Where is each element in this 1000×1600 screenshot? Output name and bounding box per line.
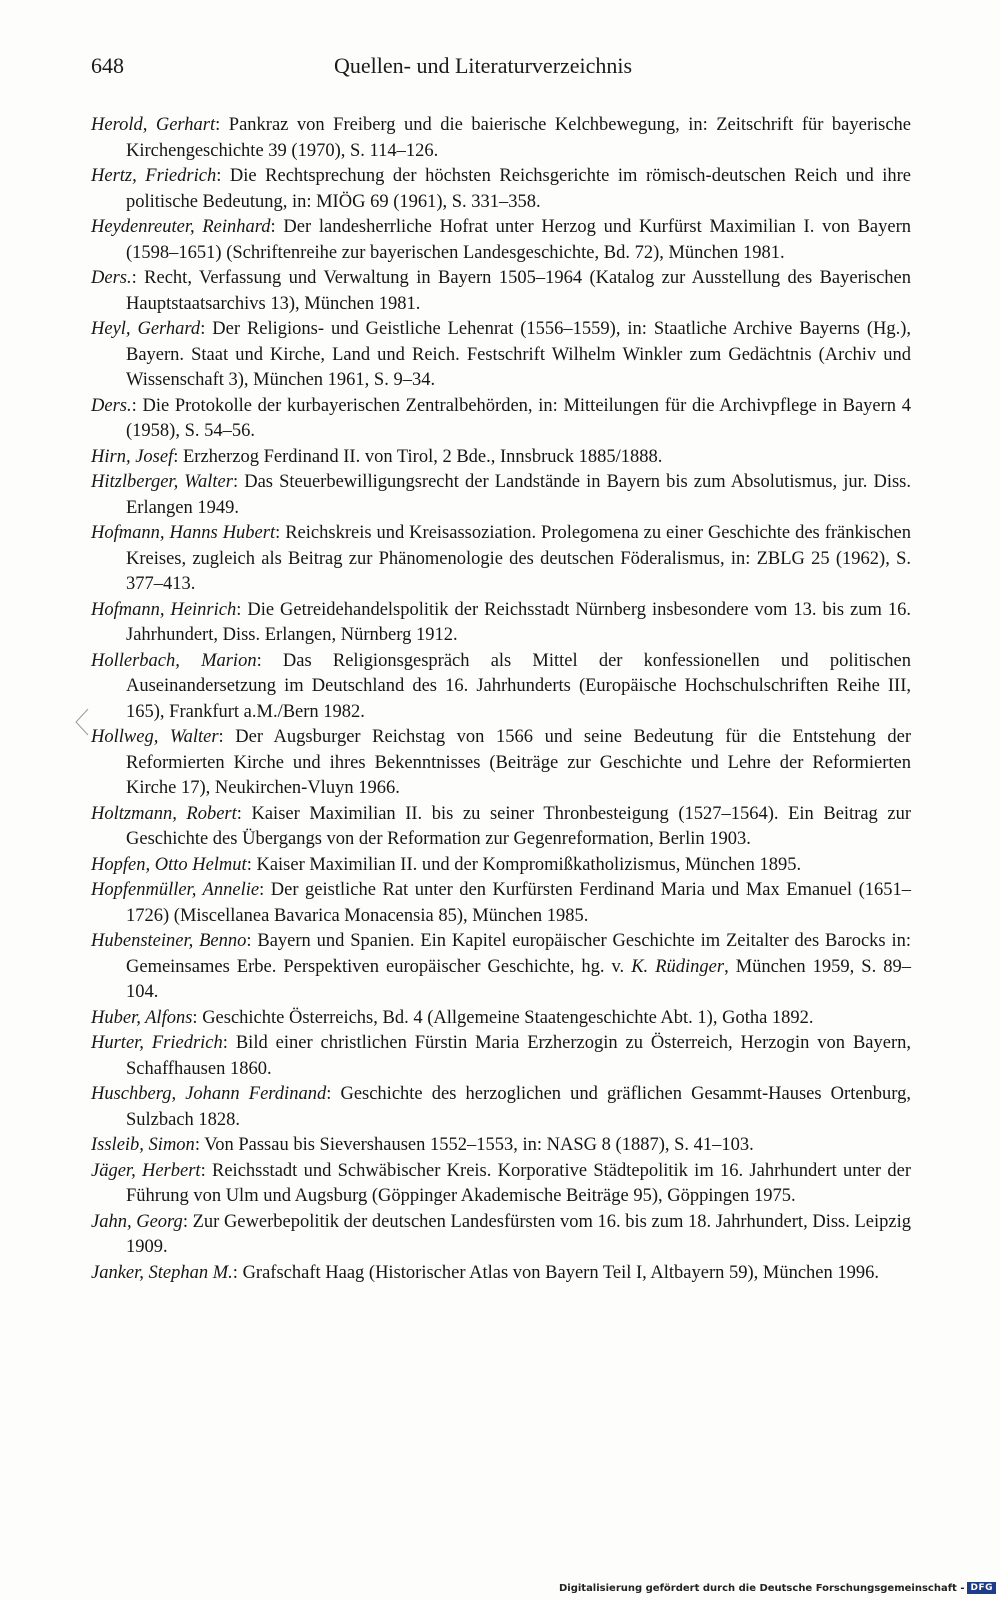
bibliography-entry: Hollweg, Walter: Der Augsburger Reichstag von 1566 und seine Bedeutung für die Entstehung der Reformierten Kirche und ihres Bekenntnisses (Beiträge zur Geschichte und Lehre der Reformierten Kirche 17), Neukirchen-Vluyn 1966. xyxy=(91,727,911,798)
entry-text: Von Passau bis Sievershausen 1552–1553, in: NASG 8 (1887), S. 41–103. xyxy=(204,1135,754,1155)
bibliography-entry: Jäger, Herbert: Reichsstadt und Schwäbischer Kreis. Korporative Städtepolitik im 16. Jahrhundert unter der Führung von Ulm und Augsburg (Göppinger Akademische Beiträge 95), Göppingen 1975. xyxy=(91,1160,911,1206)
entry-text: Grafschaft Haag (Historischer Atlas von Bayern Teil I, Altbayern 59), München 1996. xyxy=(242,1262,880,1283)
entry-author: Issleib, Simon xyxy=(91,1135,195,1155)
entry-author: Hertz, Friedrich xyxy=(91,166,217,186)
entry-text: Der geistliche Rat unter den Kurfürsten Ferdinand Maria und Max Emanuel (1651–1726) (Miscellanea Bavarica Monacensia 85), München 1985. xyxy=(126,880,911,926)
entry-text: Kaiser Maximilian II. bis zu seiner Thronbesteigung (1527–1564). Ein Beitrag zur Geschichte des Übergangs von der Reformation zur Gegenreformation, Berlin 1903. xyxy=(126,803,912,849)
entry-text: Reichsstadt und Schwäbischer Kreis. Korporative Städtepolitik im 16. Jahrhundert unter der Führung von Ulm und Augsburg (Göppinger Akademische Beiträge 95), Göppingen 1975. xyxy=(126,1160,911,1206)
entry-author: Hubensteiner, Benno xyxy=(91,931,247,951)
page-title: Quellen- und Literaturverzeichnis xyxy=(334,53,633,78)
bibliography-entry: Janker, Stephan M.: Grafschaft Haag (Historischer Atlas von Bayern Teil I, Altbayern 59), München 1996. xyxy=(91,1262,880,1283)
entry-author: Ders. xyxy=(91,268,132,288)
running-head xyxy=(91,53,911,87)
entry-author: Hirn, Josef xyxy=(91,446,174,467)
entry-text: Pankraz von Freiberg und die baierische Kelchbewegung, in: Zeitschrift für bayerische Kirchengeschichte 39 (1970), S. 114–126. xyxy=(126,115,911,161)
entry-text: Bayern und Spanien. Ein Kapitel europäischer Geschichte im Zeitalter des Barocks in: Gemeinsames Erbe. Perspektiven europäischer Geschichte, hg. v. xyxy=(126,931,912,977)
entry-author: Hofmann, Hanns Hubert xyxy=(91,523,276,543)
entry-text: Der Augsburger Reichstag von 1566 und seine Bedeutung für die Entstehung der Reformierten Kirche und ihres Bekenntnisses (Beiträge zur Geschichte und Lehre der Reformierten Kirche 17), Neukirchen-Vluyn 1966. xyxy=(126,727,911,798)
bibliography-entry: Holtzmann, Robert: Kaiser Maximilian II. bis zu seiner Thronbesteigung (1527–1564). Ein Beitrag zur Geschichte des Übergangs von der Reformation zur Gegenreformation, Berlin 1903. xyxy=(91,803,912,849)
entry-author: Heyl, Gerhard xyxy=(91,319,201,339)
entry-text: Der Religions- und Geistliche Lehenrat (1556–1559), in: Staatliche Archive Bayerns (Hg.), Bayern. Staat und Kirche, Land und Reich. Festschrift Wilhelm Winkler zum Gedächtnis (Archiv und Wissenschaft 3), München 1961, S. 9–34. xyxy=(126,319,912,390)
entry-author: Jahn, Georg xyxy=(91,1211,183,1232)
entry-text: Geschichte des herzoglichen und gräflichen Gesammt-Hauses Ortenburg, Sulzbach 1828. xyxy=(126,1084,911,1130)
entry-text: Das Religionsgespräch als Mittel der konfessionellen und politischen Auseinandersetzung im Deutschland des 16. Jahrhunderts (Europäische Hochschulschriften Reihe III, 165), Frankfurt a.M./Bern 1982. xyxy=(126,650,912,722)
bibliography-entry: Hurter, Friedrich: Bild einer christlichen Fürstin Maria Erzherzogin zu Österreich, Herzogin von Bayern, Schaffhausen 1860. xyxy=(91,1033,912,1079)
entry-text: Bild einer christlichen Fürstin Maria Erzherzogin zu Österreich, Herzogin von Bayern, Schaffhausen 1860. xyxy=(126,1033,912,1079)
entry-text: Recht, Verfassung und Verwaltung in Bayern 1505–1964 (Katalog zur Ausstellung des Bayerischen Hauptstaatsarchivs 13), München 1981. xyxy=(126,268,911,314)
page-number: 648 xyxy=(91,53,124,78)
entry-text: Zur Gewerbepolitik der deutschen Landesfürsten vom 16. bis zum 18. Jahrhundert, Diss. Leipzig 1909. xyxy=(126,1211,911,1257)
entry-text: Die Protokolle der kurbayerischen Zentralbehörden, in: Mitteilungen für die Archivpflege in Bayern 4 (1958), S. 54–56. xyxy=(126,395,912,441)
bibliography-entry: Hofmann, Hanns Hubert: Reichskreis und Kreisassoziation. Prolegomena zu einer Geschichte des fränkischen Kreises, zugleich als Beitrag zur Phänomenologie des deutschen Föderalismus, in: ZBLG 25 (1962), S. 377–413. xyxy=(91,523,911,594)
bibliography-entry: Ders.: Die Protokolle der kurbayerischen Zentralbehörden, in: Mitteilungen für die Archivpflege in Bayern 4 (1958), S. 54–56. xyxy=(91,395,912,441)
entry-text-continued: , München 1959, S. 89–104. xyxy=(126,956,911,1002)
entry-author: Hofmann, Heinrich xyxy=(91,599,237,620)
entry-author: Herold, Gerhart xyxy=(91,115,216,135)
bibliography-entry: Huber, Alfons: Geschichte Österreichs, Bd. 4 (Allgemeine Staatengeschichte Abt. 1), Gotha 1892. xyxy=(91,1007,814,1028)
bibliography-entry: Hopfenmüller, Annelie: Der geistliche Rat unter den Kurfürsten Ferdinand Maria und Max Emanuel (1651–1726) (Miscellanea Bavarica Monacensia 85), München 1985. xyxy=(91,880,911,926)
bibliography-entry: Jahn, Georg: Zur Gewerbepolitik der deutschen Landesfürsten vom 16. bis zum 18. Jahrhundert, Diss. Leipzig 1909. xyxy=(91,1211,911,1257)
bibliography-entry: Ders.: Recht, Verfassung und Verwaltung in Bayern 1505–1964 (Katalog zur Ausstellung des Bayerischen Hauptstaatsarchivs 13), München 1981. xyxy=(91,268,911,314)
bibliography-entry: Hirn, Josef: Erzherzog Ferdinand II. von Tirol, 2 Bde., Innsbruck 1885/1888. xyxy=(91,446,663,467)
bibliography-entry: Heyl, Gerhard: Der Religions- und Geistliche Lehenrat (1556–1559), in: Staatliche Archive Bayerns (Hg.), Bayern. Staat und Kirche, Land und Reich. Festschrift Wilhelm Winkler zum Gedächtnis (Archiv und Wissenschaft 3), München 1961, S. 9–34. xyxy=(91,319,912,390)
entry-text: Geschichte Österreichs, Bd. 4 (Allgemeine Staatengeschichte Abt. 1), Gotha 1892. xyxy=(202,1007,814,1028)
bibliography-entry: Issleib, Simon: Von Passau bis Sievershausen 1552–1553, in: NASG 8 (1887), S. 41–103. xyxy=(91,1135,754,1155)
bibliography-entry: Herold, Gerhart: Pankraz von Freiberg und die baierische Kelchbewegung, in: Zeitschrift für bayerische Kirchengeschichte 39 (1970), S. 114–126. xyxy=(91,115,911,161)
entry-text: Reichskreis und Kreisassoziation. Prolegomena zu einer Geschichte des fränkischen Kreises, zugleich als Beitrag zur Phänomenologie des deutschen Föderalismus, in: ZBLG 25 (1962), S. 377–413. xyxy=(126,523,911,594)
entry-text: Erzherzog Ferdinand II. von Tirol, 2 Bde., Innsbruck 1885/1888. xyxy=(182,446,663,467)
bibliography-entry: Huschberg, Johann Ferdinand: Geschichte des herzoglichen und gräflichen Gesammt-Hauses Ortenburg, Sulzbach 1828. xyxy=(91,1084,911,1130)
dfg-logo: DFG xyxy=(967,1582,996,1594)
entry-author: Jäger, Herbert xyxy=(91,1160,201,1181)
entry-text: Kaiser Maximilian II. und der Kompromißkatholizismus, München 1895. xyxy=(256,854,802,875)
entry-author: Hopfenmüller, Annelie xyxy=(91,880,260,900)
footer-credit xyxy=(559,1579,996,1597)
entry-author: Huschberg, Johann Ferdinand xyxy=(91,1084,327,1104)
bibliography-entry: Hubensteiner, Benno: Bayern und Spanien. Ein Kapitel europäischer Geschichte im Zeitalter des Barocks in: Gemeinsames Erbe. Perspektiven europäischer Geschichte, hg. v. K. Rüdinger, München 1959, S. 89–104. xyxy=(91,931,912,1002)
entry-author: Huber, Alfons xyxy=(91,1007,193,1028)
footer-credit-text: Digitalisierung gefördert durch die Deutsche Forschungsgemeinschaft - xyxy=(558,1582,965,1594)
bibliography-list xyxy=(91,113,911,1286)
entry-author: Janker, Stephan M. xyxy=(91,1262,233,1283)
entry-author: Hollerbach, Marion xyxy=(91,650,257,671)
entry-editor: K. Rüdinger xyxy=(631,956,725,977)
entry-author: Hopfen, Otto Helmut xyxy=(91,854,247,875)
entry-author: Hitzlberger, Walter xyxy=(91,472,233,492)
entry-text: Die Getreidehandelspolitik der Reichsstadt Nürnberg insbesondere vom 13. bis zum 16. Jahrhundert, Diss. Erlangen, Nürnberg 1912. xyxy=(126,599,912,645)
entry-author: Heydenreuter, Reinhard xyxy=(91,217,271,237)
entry-author: Hollweg, Walter xyxy=(91,727,219,747)
entry-author: Ders. xyxy=(91,395,132,416)
entry-author: Holtzmann, Robert xyxy=(91,803,237,824)
bibliography-entry: Heydenreuter, Reinhard: Der landesherrliche Hofrat unter Herzog und Kurfürst Maximilian I. von Bayern (1598–1651) (Schriftenreihe zur bayerischen Landesgeschichte, Bd. 72), München 1981. xyxy=(91,217,911,263)
bibliography-entry: Hofmann, Heinrich: Die Getreidehandelspolitik der Reichsstadt Nürnberg insbesondere vom 13. bis zum 16. Jahrhundert, Diss. Erlangen, Nürnberg 1912. xyxy=(91,599,912,645)
entry-text: Die Rechtsprechung der höchsten Reichsgerichte im römisch-deutschen Reich und ihre politische Bedeutung, in: MIÖG 69 (1961), S. 331–358. xyxy=(126,166,912,212)
entry-text: Der landesherrliche Hofrat unter Herzog und Kurfürst Maximilian I. von Bayern (1598–1651) (Schriftenreihe zur bayerischen Landesgeschichte, Bd. 72), München 1981. xyxy=(126,217,911,263)
bibliography-entry: Hitzlberger, Walter: Das Steuerbewilligungsrecht der Landstände in Bayern bis zum Absolutismus, jur. Diss. Erlangen 1949. xyxy=(91,472,912,518)
margin-mark-icon xyxy=(74,707,90,737)
bibliography-entry: Hertz, Friedrich: Die Rechtsprechung der höchsten Reichsgerichte im römisch-deutschen Reich und ihre politische Bedeutung, in: MIÖG 69 (1961), S. 331–358. xyxy=(91,166,912,212)
bibliography-entry: Hopfen, Otto Helmut: Kaiser Maximilian II. und der Kompromißkatholizismus, München 1895. xyxy=(91,854,802,875)
bibliography-entry: Hollerbach, Marion: Das Religionsgespräch als Mittel der konfessionellen und politischen Auseinandersetzung im Deutschland des 16. Jahrhunderts (Europäische Hochschulschriften Reihe III, 165), Frankfurt a.M./Bern 1982. xyxy=(91,650,912,722)
entry-author: Hurter, Friedrich xyxy=(91,1033,223,1053)
entry-text: Das Steuerbewilligungsrecht der Landstände in Bayern bis zum Absolutismus, jur. Diss. Erlangen 1949. xyxy=(126,472,912,518)
